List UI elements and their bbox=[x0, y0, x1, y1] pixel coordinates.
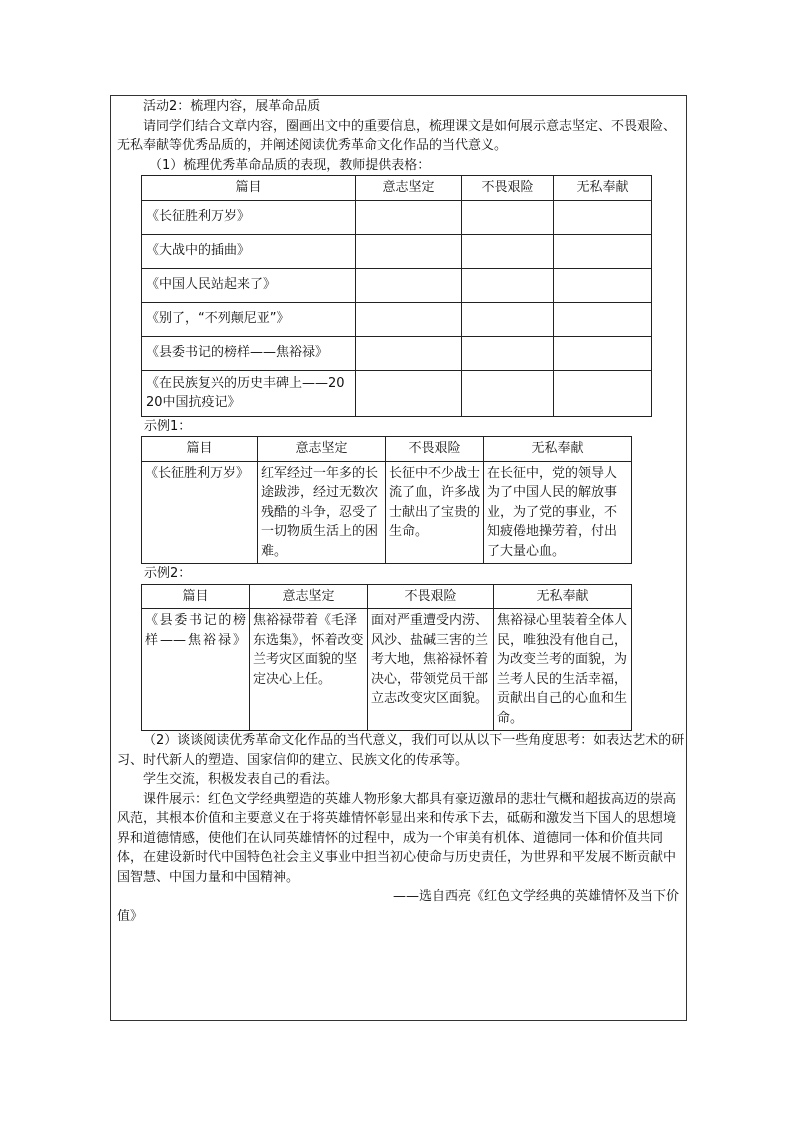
table-row bbox=[142, 370, 652, 416]
table-row bbox=[142, 234, 652, 268]
table-header-row bbox=[142, 437, 632, 462]
empty-cell[interactable] bbox=[462, 336, 554, 370]
table-row bbox=[142, 302, 652, 336]
example-1-will: 红军经过一年多的长途跋涉，经过无数次残酷的斗争，忍受了一切物质生活上的困难。 bbox=[258, 461, 386, 564]
example-1-table bbox=[141, 436, 632, 564]
header-will: 意志坚定 bbox=[258, 437, 386, 462]
empty-cell[interactable] bbox=[356, 302, 462, 336]
header-fearless: 不畏艰险 bbox=[368, 584, 494, 609]
courseware-paragraph: 课件展示：红色文学经典塑造的英雄人物形象大都具有豪迈激昂的悲壮气概和超拔高迈的崇高风范，其根本价值和主要意义在于将英雄情怀彰显出来和传承下去，砥砺和激发当下国人的思想境界和道德情感，使他们在认同英雄情怀的过程中，成为一个审美有机体、道德同一体和价值共同体，在建设新时代中国特色社会主义事业中担当初心使命与历史责任，为世界和平发展不断贡献中国智慧、中国力量和中国精神。 bbox=[117, 791, 677, 885]
task-2-prompt: （2）谈谈阅读优秀革命文化作品的当代意义，我们可以从以下一些角度思考：如表达艺术的研习、时代新人的塑造、国家信仰的建立、民族文化的传承等。 bbox=[117, 733, 685, 768]
empty-cell[interactable] bbox=[356, 268, 462, 302]
header-title: 篇目 bbox=[142, 437, 258, 462]
empty-cell[interactable] bbox=[356, 370, 462, 416]
row-title: 《长征胜利万岁》 bbox=[142, 200, 356, 234]
header-fearless: 不畏艰险 bbox=[462, 176, 554, 201]
empty-cell[interactable] bbox=[554, 336, 652, 370]
table-row bbox=[142, 200, 652, 234]
example-2-title: 《县委书记的榜样——焦裕禄》 bbox=[142, 609, 250, 731]
header-title: 篇目 bbox=[142, 176, 356, 201]
empty-cell[interactable] bbox=[554, 370, 652, 416]
header-selfless: 无私奉献 bbox=[484, 437, 632, 462]
example-2-will: 焦裕禄带着《毛泽东选集》，怀着改变兰考灾区面貌的坚定决心上任。 bbox=[250, 609, 368, 731]
example-1-title: 《长征胜利万岁》 bbox=[142, 461, 258, 564]
instruction-paragraph: 请同学们结合文章内容，圈画出文中的重要信息，梳理课文是如何展示意志坚定、不畏艰险、无私奉献等优秀品质的，并阐述阅读优秀革命文化作品的当代意义。 bbox=[117, 118, 677, 153]
example-1-label: 示例1： bbox=[144, 418, 192, 434]
table-header-row bbox=[142, 176, 652, 201]
empty-cell[interactable] bbox=[356, 200, 462, 234]
source-citation-line-2: 值》 bbox=[117, 908, 144, 924]
row-title: 《别了，“不列颠尼亚”》 bbox=[142, 302, 356, 336]
student-exchange: 学生交流，积极发表自己的看法。 bbox=[143, 772, 339, 787]
task-1-prompt: （1）梳理优秀革命品质的表现，教师提供表格： bbox=[149, 157, 431, 173]
empty-cell[interactable] bbox=[462, 370, 554, 416]
header-selfless: 无私奉献 bbox=[554, 176, 652, 201]
quality-table bbox=[141, 175, 652, 417]
empty-cell[interactable] bbox=[554, 268, 652, 302]
example-2-selfless: 焦裕禄心里装着全体人民，唯独没有他自己，为改变兰考的面貌，为兰考人民的生活幸福，贡献出自己的心血和生命。 bbox=[494, 609, 632, 731]
activity-title: 活动2：梳理内容，展革命品质 bbox=[143, 99, 321, 114]
table-row bbox=[142, 461, 632, 564]
row-title: 《县委书记的榜样——焦裕禄》 bbox=[142, 336, 356, 370]
example-2-table bbox=[141, 584, 632, 732]
empty-cell[interactable] bbox=[356, 336, 462, 370]
empty-cell[interactable] bbox=[462, 268, 554, 302]
row-title: 《大战中的插曲》 bbox=[142, 234, 356, 268]
empty-cell[interactable] bbox=[554, 200, 652, 234]
table-row bbox=[142, 609, 632, 731]
table-row bbox=[142, 268, 652, 302]
header-will: 意志坚定 bbox=[356, 176, 462, 201]
row-title: 《在民族复兴的历史丰碑上——2020中国抗疫记》 bbox=[142, 370, 356, 416]
header-will: 意志坚定 bbox=[250, 584, 368, 609]
example-1-fearless: 长征中不少战士流了血，许多战士献出了宝贵的生命。 bbox=[386, 461, 484, 564]
example-1-selfless: 在长征中，党的领导人为了中国人民的解放事业，为了党的事业，不知疲倦地操劳着，付出了大量心血。 bbox=[484, 461, 632, 564]
table-header-row bbox=[142, 584, 632, 609]
empty-cell[interactable] bbox=[356, 234, 462, 268]
header-title: 篇目 bbox=[142, 584, 250, 609]
empty-cell[interactable] bbox=[462, 302, 554, 336]
header-selfless: 无私奉献 bbox=[494, 584, 632, 609]
source-citation-line-1: ——选自西亮《红色文学经典的英雄情怀及当下价 bbox=[392, 889, 679, 904]
empty-cell[interactable] bbox=[554, 302, 652, 336]
header-fearless: 不畏艰险 bbox=[386, 437, 484, 462]
document-content bbox=[117, 97, 685, 926]
table-row bbox=[142, 336, 652, 370]
empty-cell[interactable] bbox=[554, 234, 652, 268]
example-2-label: 示例2： bbox=[144, 566, 192, 581]
example-2-fearless: 面对严重遭受内涝、风沙、盐碱三害的兰考大地，焦裕禄怀着决心，带领党员干部立志改变灾区面貌。 bbox=[368, 609, 494, 731]
empty-cell[interactable] bbox=[462, 200, 554, 234]
empty-cell[interactable] bbox=[462, 234, 554, 268]
row-title: 《中国人民站起来了》 bbox=[142, 268, 356, 302]
